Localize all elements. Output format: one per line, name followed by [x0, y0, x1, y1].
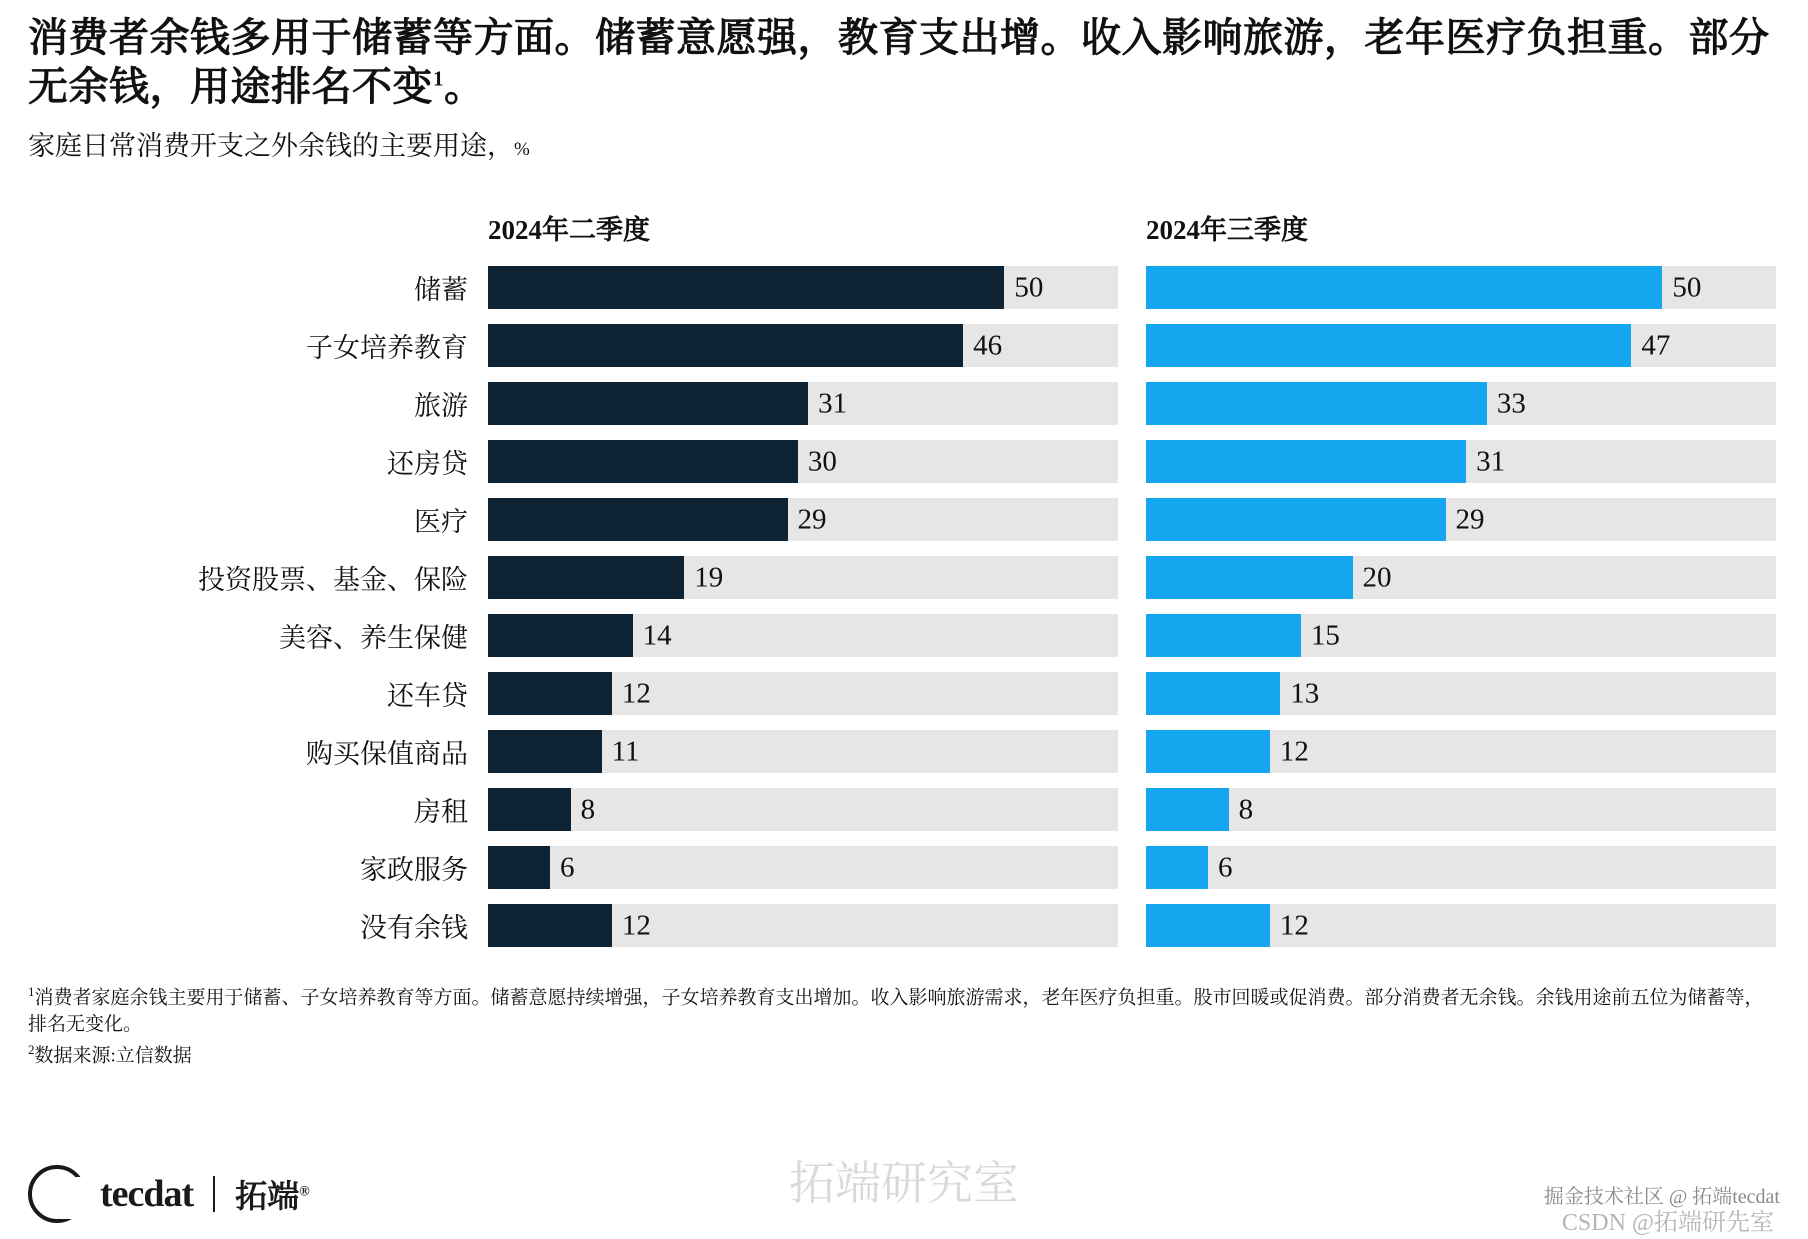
- category-label: 房租: [414, 797, 468, 828]
- bar-q3: [1146, 846, 1208, 889]
- series-panel-q3: [1146, 207, 1776, 955]
- bar-q3: [1146, 730, 1270, 773]
- bar-row: [488, 259, 1118, 317]
- page-title: [28, 14, 1780, 112]
- bar-q3: [1146, 266, 1662, 309]
- bar-value: 29: [797, 503, 827, 536]
- bar-track: [1146, 846, 1776, 889]
- bar-q2: [488, 730, 602, 773]
- bar-track: [488, 498, 1118, 541]
- bar-row: [488, 839, 1118, 897]
- bar-value: 19: [694, 561, 724, 594]
- subtitle-unit: %: [514, 138, 530, 160]
- bar-row: [488, 491, 1118, 549]
- bar-track: [488, 382, 1118, 425]
- bar-row: [488, 665, 1118, 723]
- bar-track: [488, 904, 1118, 947]
- watermark-center: 拓端研究室: [789, 1158, 1019, 1209]
- footnote-1-marker: 1: [28, 983, 35, 999]
- bar-q2: [488, 440, 798, 483]
- series-title-q3: 2024年三季度: [1146, 214, 1308, 245]
- bar-track: [1146, 730, 1776, 773]
- bar-q3: [1146, 556, 1353, 599]
- bar-value: 15: [1310, 619, 1340, 652]
- bar-value: 46: [973, 329, 1003, 362]
- category-label: 家政服务: [360, 855, 468, 886]
- bar-track: [488, 788, 1118, 831]
- bar-q2: [488, 324, 963, 367]
- chart-subtitle: [28, 124, 1780, 163]
- bar-value: 29: [1455, 503, 1485, 536]
- bar-q3: [1146, 672, 1280, 715]
- category-label: 投资股票、基金、保险: [198, 565, 468, 596]
- bar-q2: [488, 846, 550, 889]
- bar-row: [488, 897, 1118, 955]
- bar-row: [1146, 897, 1776, 955]
- bar-row: [488, 375, 1118, 433]
- bar-value: 8: [1238, 793, 1254, 826]
- bar-track: [488, 672, 1118, 715]
- bar-value: 6: [1217, 851, 1233, 884]
- category-labels-column: [28, 207, 488, 955]
- bar-q2: [488, 556, 684, 599]
- category-label: 医疗: [414, 507, 468, 538]
- bar-q3: [1146, 904, 1270, 947]
- bar-value: 50: [1014, 271, 1044, 304]
- watermark-community: 掘金技术社区 @ 拓端tecdat: [1543, 1185, 1780, 1208]
- footer: [28, 1165, 1780, 1223]
- bar-q2: [488, 614, 633, 657]
- bar-value: 47: [1641, 329, 1671, 362]
- bar-q2: [488, 382, 808, 425]
- bar-row: [1146, 433, 1776, 491]
- headline-superscript: 1: [433, 66, 444, 91]
- bar-track: [488, 324, 1118, 367]
- bar-row: [488, 433, 1118, 491]
- bar-q3: [1146, 498, 1446, 541]
- bar-value: 12: [1279, 909, 1309, 942]
- bar-value: 31: [1476, 445, 1506, 478]
- logo-registered-mark: ®: [299, 1184, 310, 1200]
- bar-row: [488, 317, 1118, 375]
- bar-track: [488, 440, 1118, 483]
- watermark-csdn: CSDN @拓端研先室: [1561, 1210, 1774, 1236]
- bar-value: 30: [807, 445, 837, 478]
- logo-chinese-name: [235, 1171, 309, 1217]
- bar-value: 33: [1496, 387, 1526, 420]
- bar-track: [1146, 556, 1776, 599]
- bar-track: [1146, 788, 1776, 831]
- category-label: 储蓄: [414, 275, 468, 306]
- bar-row: [488, 723, 1118, 781]
- bar-row: [1146, 665, 1776, 723]
- bar-track: [488, 266, 1118, 309]
- logo-circle-icon: [28, 1165, 86, 1223]
- bar-row: [1146, 259, 1776, 317]
- bar-value: 8: [580, 793, 596, 826]
- bar-q3: [1146, 614, 1301, 657]
- bar-track: [488, 846, 1118, 889]
- bar-row: [488, 549, 1118, 607]
- bar-value: 13: [1290, 677, 1320, 710]
- headline-period: 。: [444, 63, 485, 109]
- brand-logo: [28, 1165, 310, 1223]
- bar-q3: [1146, 440, 1466, 483]
- category-label: 子女培养教育: [306, 333, 468, 364]
- footnotes: [28, 983, 1780, 1070]
- footnote-2-marker: 2: [28, 1042, 35, 1058]
- bar-row: [1146, 839, 1776, 897]
- bar-row: [488, 607, 1118, 665]
- category-label: 美容、养生保健: [279, 623, 468, 654]
- subtitle-text: 家庭日常消费开支之外余钱的主要用途，: [28, 130, 514, 161]
- bar-track: [488, 556, 1118, 599]
- bar-track: [1146, 498, 1776, 541]
- bar-track: [1146, 904, 1776, 947]
- footnote-1-text: 消费者家庭余钱主要用于储蓄、子女培养教育等方面。储蓄意愿持续增强，子女培养教育支出增加。收入影响旅游需求，老年医疗负担重。股市回暖或促消费。部分消费者无余钱。余钱用途前五位为储蓄等，排名无变化。: [28, 986, 1764, 1036]
- bar-value: 50: [1672, 271, 1702, 304]
- bar-value: 20: [1362, 561, 1392, 594]
- series-title-q2: 2024年二季度: [488, 214, 650, 245]
- footnote-2-text: 数据来源:立信数据: [34, 1045, 192, 1067]
- category-label: 还房贷: [387, 449, 468, 480]
- bar-q3: [1146, 788, 1229, 831]
- bar-row: [1146, 317, 1776, 375]
- bar-value: 6: [559, 851, 575, 884]
- bar-track: [488, 730, 1118, 773]
- bar-q2: [488, 498, 788, 541]
- bar-value: 12: [621, 677, 651, 710]
- bar-track: [1146, 324, 1776, 367]
- bar-q2: [488, 672, 612, 715]
- logo-divider: [213, 1176, 215, 1212]
- bar-q2: [488, 788, 571, 831]
- bar-track: [488, 614, 1118, 657]
- bar-row: [1146, 723, 1776, 781]
- bar-value: 14: [642, 619, 672, 652]
- bar-row: [1146, 607, 1776, 665]
- bar-row: [1146, 781, 1776, 839]
- bar-row: [1146, 491, 1776, 549]
- headline-text: 消费者余钱多用于储蓄等方面。储蓄意愿强，教育支出增。收入影响旅游，老年医疗负担重。部分无余钱，用途排名不变: [28, 15, 1770, 109]
- bar-track: [1146, 266, 1776, 309]
- bar-track: [1146, 382, 1776, 425]
- bar-row: [1146, 549, 1776, 607]
- bar-value: 11: [611, 735, 640, 768]
- bar-q3: [1146, 324, 1631, 367]
- category-label: 旅游: [414, 391, 468, 422]
- bar-row: [488, 781, 1118, 839]
- category-label: 还车贷: [387, 681, 468, 712]
- footnote-1: [28, 983, 1780, 1039]
- logo-wordmark: tecdat: [100, 1173, 194, 1215]
- bar-q3: [1146, 382, 1487, 425]
- bar-q2: [488, 904, 612, 947]
- bar-q2: [488, 266, 1004, 309]
- category-label: 购买保值商品: [306, 739, 468, 770]
- logo-chinese-text: 拓端: [235, 1178, 300, 1214]
- series-panel-q2: [488, 207, 1118, 955]
- footnote-2: [28, 1041, 1780, 1070]
- bar-track: [1146, 614, 1776, 657]
- category-label: 没有余钱: [360, 913, 468, 944]
- bar-value: 12: [1279, 735, 1309, 768]
- bar-track: [1146, 440, 1776, 483]
- bar-track: [1146, 672, 1776, 715]
- bar-value: 31: [818, 387, 848, 420]
- bar-value: 12: [621, 909, 651, 942]
- bar-row: [1146, 375, 1776, 433]
- chart-area: [28, 207, 1780, 955]
